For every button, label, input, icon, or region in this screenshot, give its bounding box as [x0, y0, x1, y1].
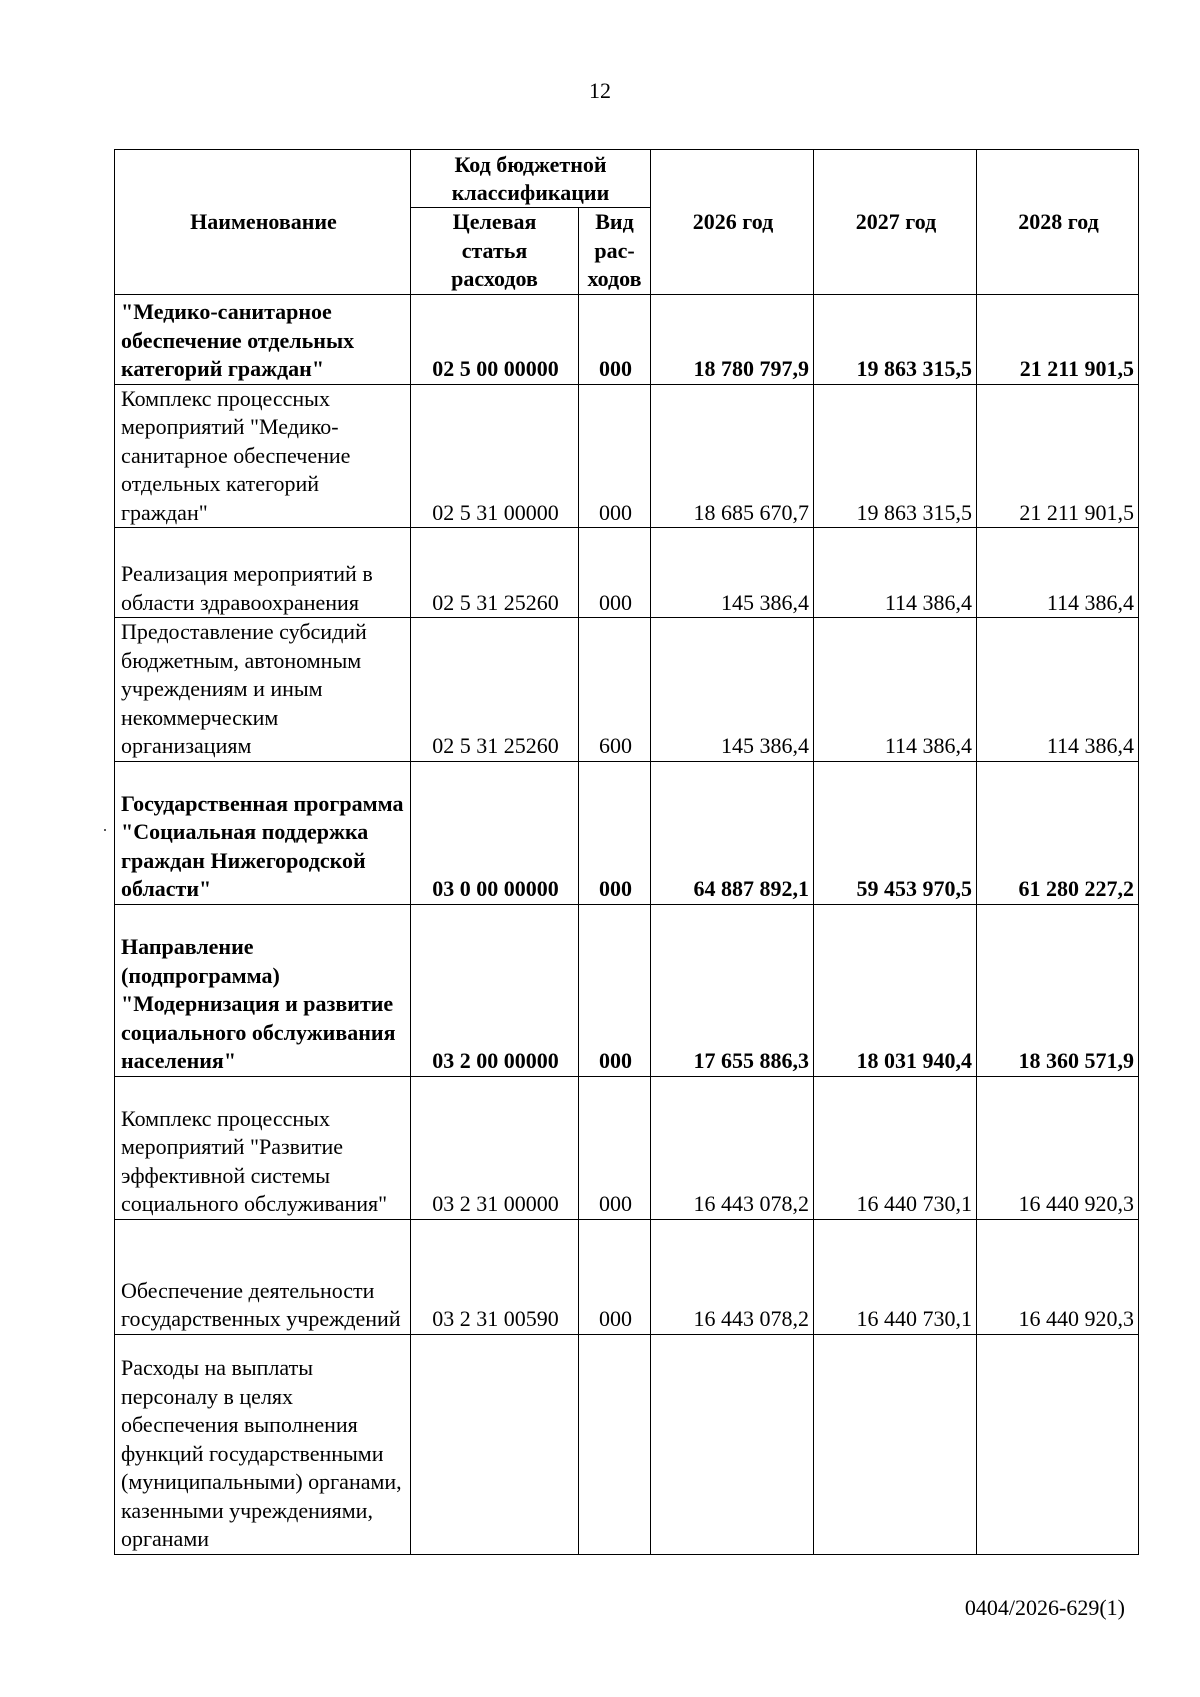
row-name-cell: Предоставление субсидий бюджетным, автономным учреждениям и иным некоммерческим организациям	[115, 618, 411, 762]
row-value-2026-cell: 145 386,4	[651, 528, 814, 618]
row-value-2028-cell: 16 440 920,3	[977, 1076, 1139, 1219]
row-value-2027-cell: 16 440 730,1	[814, 1076, 977, 1219]
row-name-cell: Комплекс процессных мероприятий "Медико-санитарное обеспечение отдельных категорий граждан"	[115, 384, 411, 528]
row-target-code-cell: 03 2 00 00000	[411, 904, 579, 1076]
header-target-article: Целевая статья расходов	[411, 208, 579, 295]
row-name-cell: Комплекс процессных мероприятий "Развитие эффективной системы социального обслуживания"	[115, 1076, 411, 1219]
row-target-code-cell: 03 0 00 00000	[411, 761, 579, 904]
header-expense-kind: Вид рас-ходов	[579, 208, 651, 295]
header-year-2027: 2027 год	[814, 150, 977, 295]
table-row	[115, 618, 1139, 762]
scan-artifact	[104, 829, 106, 831]
table-row	[115, 1219, 1139, 1334]
row-value-2027-cell: 19 863 315,5	[814, 384, 977, 528]
row-value-2028-cell: 21 211 901,5	[977, 294, 1139, 384]
table-header	[115, 150, 1139, 295]
row-expense-kind-cell: 000	[579, 384, 651, 528]
header-year-2026: 2026 год	[651, 150, 814, 295]
row-expense-kind-cell: 000	[579, 1219, 651, 1334]
row-name-cell: Государственная программа "Социальная поддержка граждан Нижегородской области"	[115, 761, 411, 904]
row-target-code-cell: 02 5 31 25260	[411, 528, 579, 618]
row-target-code-cell: 02 5 31 25260	[411, 618, 579, 762]
table-row	[115, 384, 1139, 528]
row-value-2026-cell: 18 685 670,7	[651, 384, 814, 528]
row-expense-kind-cell: 000	[579, 294, 651, 384]
row-value-2028-cell: 114 386,4	[977, 618, 1139, 762]
row-value-2028-cell: 16 440 920,3	[977, 1219, 1139, 1334]
row-value-2028-cell: 114 386,4	[977, 528, 1139, 618]
row-name-cell: "Медико-санитарное обеспечение отдельных категорий граждан"	[115, 294, 411, 384]
row-target-code-cell: 03 2 31 00590	[411, 1219, 579, 1334]
row-value-2026-cell: 16 443 078,2	[651, 1219, 814, 1334]
row-value-2027-cell: 19 863 315,5	[814, 294, 977, 384]
row-name-cell: Направление (подпрограмма) "Модернизация и развитие социального обслуживания населения"	[115, 904, 411, 1076]
document-code: 0404/2026-629(1)	[964, 1595, 1125, 1620]
header-code-group: Код бюджетной классификации	[411, 150, 651, 208]
budget-table	[114, 149, 1139, 1555]
row-value-2027-cell: 114 386,4	[814, 528, 977, 618]
row-target-code-cell: 02 5 31 00000	[411, 384, 579, 528]
row-value-2028-cell: 21 211 901,5	[977, 384, 1139, 528]
row-value-2027-cell	[814, 1334, 977, 1554]
row-expense-kind-cell: 600	[579, 618, 651, 762]
row-value-2027-cell: 59 453 970,5	[814, 761, 977, 904]
table-row	[115, 761, 1139, 904]
row-expense-kind-cell	[579, 1334, 651, 1554]
row-value-2028-cell: 18 360 571,9	[977, 904, 1139, 1076]
row-value-2026-cell: 64 887 892,1	[651, 761, 814, 904]
row-name-cell: Обеспечение деятельности государственных учреждений	[115, 1219, 411, 1334]
table-body	[115, 294, 1139, 1554]
table-row	[115, 528, 1139, 618]
row-value-2027-cell: 18 031 940,4	[814, 904, 977, 1076]
row-value-2028-cell	[977, 1334, 1139, 1554]
row-expense-kind-cell: 000	[579, 528, 651, 618]
row-value-2026-cell: 17 655 886,3	[651, 904, 814, 1076]
row-expense-kind-cell: 000	[579, 904, 651, 1076]
row-value-2028-cell: 61 280 227,2	[977, 761, 1139, 904]
page-number: 12	[589, 78, 611, 103]
row-expense-kind-cell: 000	[579, 761, 651, 904]
table-row	[115, 294, 1139, 384]
table-row	[115, 1334, 1139, 1554]
row-value-2026-cell: 16 443 078,2	[651, 1076, 814, 1219]
row-expense-kind-cell: 000	[579, 1076, 651, 1219]
row-value-2026-cell: 18 780 797,9	[651, 294, 814, 384]
row-target-code-cell	[411, 1334, 579, 1554]
row-name-cell: Реализация мероприятий в области здравоохранения	[115, 528, 411, 618]
header-year-2028: 2028 год	[977, 150, 1139, 295]
row-value-2027-cell: 16 440 730,1	[814, 1219, 977, 1334]
row-value-2027-cell: 114 386,4	[814, 618, 977, 762]
row-target-code-cell: 03 2 31 00000	[411, 1076, 579, 1219]
table-row	[115, 904, 1139, 1076]
header-name: Наименование	[115, 150, 411, 295]
row-target-code-cell: 02 5 00 00000	[411, 294, 579, 384]
table-row	[115, 1076, 1139, 1219]
row-value-2026-cell: 145 386,4	[651, 618, 814, 762]
row-name-cell: Расходы на выплаты персоналу в целях обеспечения выполнения функций государственными (муниципальными) органами, казенными учреждениями, органами	[115, 1334, 411, 1554]
row-value-2026-cell	[651, 1334, 814, 1554]
